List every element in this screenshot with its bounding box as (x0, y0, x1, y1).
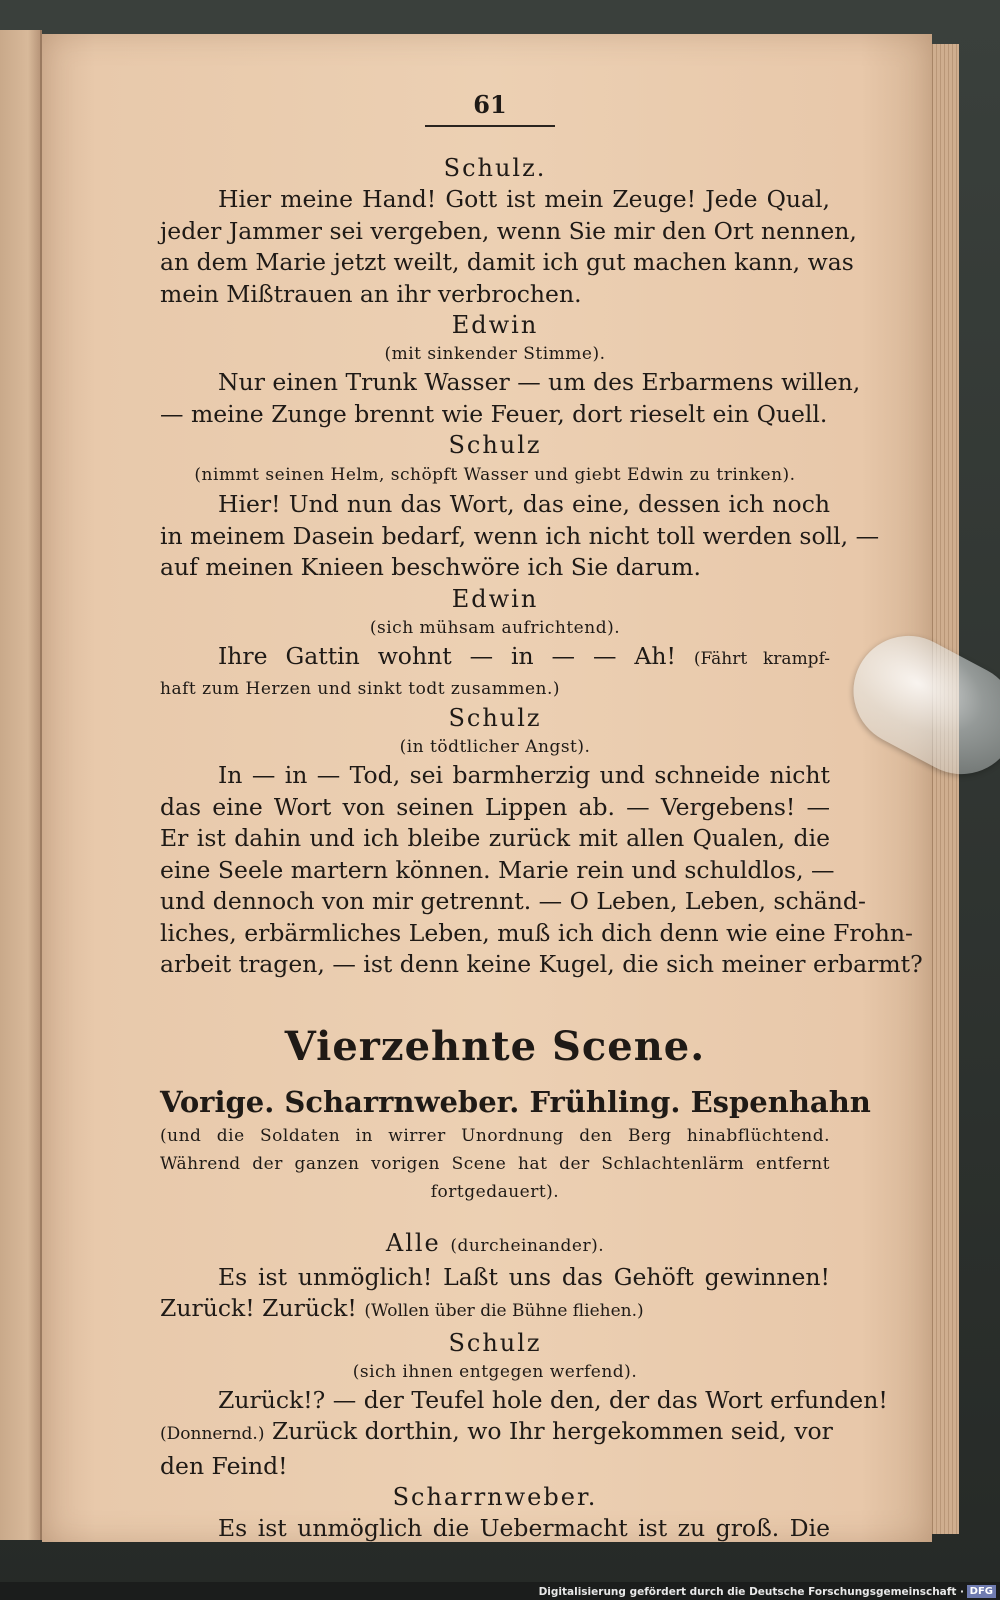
text-line: arbeit tragen, — ist denn keine Kugel, die sich meiner erbarmt? (160, 950, 923, 978)
stage-direction: (durcheinander). (450, 1235, 605, 1256)
text-line: den Feind! (160, 1451, 288, 1480)
stage-direction: (sich ihnen entgegen werfend). (352, 1361, 638, 1382)
text-line: an dem Marie jetzt weilt, damit ich gut machen kann, was (160, 248, 854, 276)
text-line (160, 1293, 830, 1328)
text-line: Es ist unmöglich! Laßt uns das Gehöft gewinnen! (218, 1262, 830, 1291)
speaker-name: Edwin (451, 584, 539, 613)
page-stack-edge (932, 44, 959, 1534)
text-line: liches, erbärmliches Leben, muß ich dich denn wie eine Frohn- (160, 918, 913, 947)
text-segment: Zurück dorthin, wo Ihr hergekommen seid, vor (271, 1417, 833, 1445)
cast-list: Vorige. Scharrnweber. Frühling. Espenhahn (160, 1084, 871, 1119)
text-segment: Zurück! Zurück! (160, 1294, 357, 1322)
text-line: Hier meine Hand! Gott ist mein Zeuge! Jede Qual, (218, 185, 830, 213)
speaker-name: Edwin (451, 311, 539, 339)
footer-bar (0, 1582, 1000, 1600)
text-line: eine Seele martern können. Marie rein und schuldlos, — (160, 855, 835, 884)
stage-direction: (in tödtlicher Angst). (399, 737, 591, 757)
text-line: Er ist dahin und ich bleibe zurück mit allen Qualen, die (160, 824, 830, 852)
text-line: das eine Wort von seinen Lippen ab. — Vergebens! — (160, 792, 830, 821)
text-line: In — in — Tod, sei barmherzig und schneide nicht (218, 761, 830, 789)
stage-direction: Während der ganzen vorigen Scene hat der Schlachtenlärm entfernt (160, 1153, 830, 1174)
speaker-name: Schulz (448, 704, 542, 732)
stage-direction: (Fährt krampf- (693, 648, 830, 669)
page-number: 61 (425, 90, 555, 127)
stage-direction: (sich mühsam aufrichtend). (369, 617, 621, 638)
stage-direction: (und die Soldaten in wirrer Unordnung den Berg hinabflüchtend. (160, 1125, 830, 1146)
text-line (160, 1416, 833, 1451)
text-line: auf meinen Knieen beschwöre ich Sie darum. (160, 553, 701, 581)
speaker-line (160, 1228, 830, 1262)
facing-page-edge (0, 30, 42, 1540)
speaker-name: Schulz (448, 431, 542, 459)
page-content (160, 90, 923, 1545)
scene-heading: Vierzehnte Scene. (284, 1022, 706, 1070)
speaker-name: Schulz (448, 1328, 542, 1357)
text-line: Zurück!? — der Teufel hole den, der das Wort erfunden! (218, 1385, 888, 1414)
text-line: mein Mißtrauen an ihr verbrochen. (160, 279, 582, 308)
text-line: Hier! Und nun das Wort, das eine, dessen ich noch (218, 490, 830, 518)
stage-direction: (nimmt seinen Helm, schöpft Wasser und giebt Edwin zu trinken). (194, 465, 796, 485)
speaker-name: Scharrnweber. (392, 1483, 598, 1511)
text-line: — meine Zunge brennt wie Feuer, dort rieselt ein Quell. (160, 399, 828, 428)
dfg-logo: DFG (967, 1585, 996, 1598)
text-line: in meinem Dasein bedarf, wenn ich nicht toll werden soll, — (160, 521, 880, 550)
stage-direction: (Wollen über die Bühne fliehen.) (364, 1301, 644, 1321)
text-line: und dennoch von mir getrennt. — O Leben, Leben, schänd- (160, 887, 866, 915)
stage-direction: (mit sinkender Stimme). (384, 344, 606, 364)
speaker-name: Alle (385, 1228, 441, 1257)
text-line: jeder Jammer sei vergeben, wenn Sie mir den Ort nennen, (160, 216, 857, 245)
text-line: Es ist unmöglich die Uebermacht ist zu groß. Die (218, 1514, 830, 1542)
text-line: Nur einen Trunk Wasser — um des Erbarmens willen, (218, 368, 861, 396)
text-line (160, 641, 830, 676)
speaker-name: Schulz. (443, 154, 547, 182)
funding-credit: Digitalisierung gefördert durch die Deutsche Forschungsgemeinschaft · (538, 1586, 964, 1598)
stage-direction: haft zum Herzen und sinkt todt zusammen.) (160, 679, 560, 699)
text-segment: Ihre Gattin wohnt — in — — Ah! (218, 641, 676, 670)
stage-direction: (Donnernd.) (160, 1424, 265, 1444)
stage-direction: fortgedauert). (430, 1181, 560, 1202)
